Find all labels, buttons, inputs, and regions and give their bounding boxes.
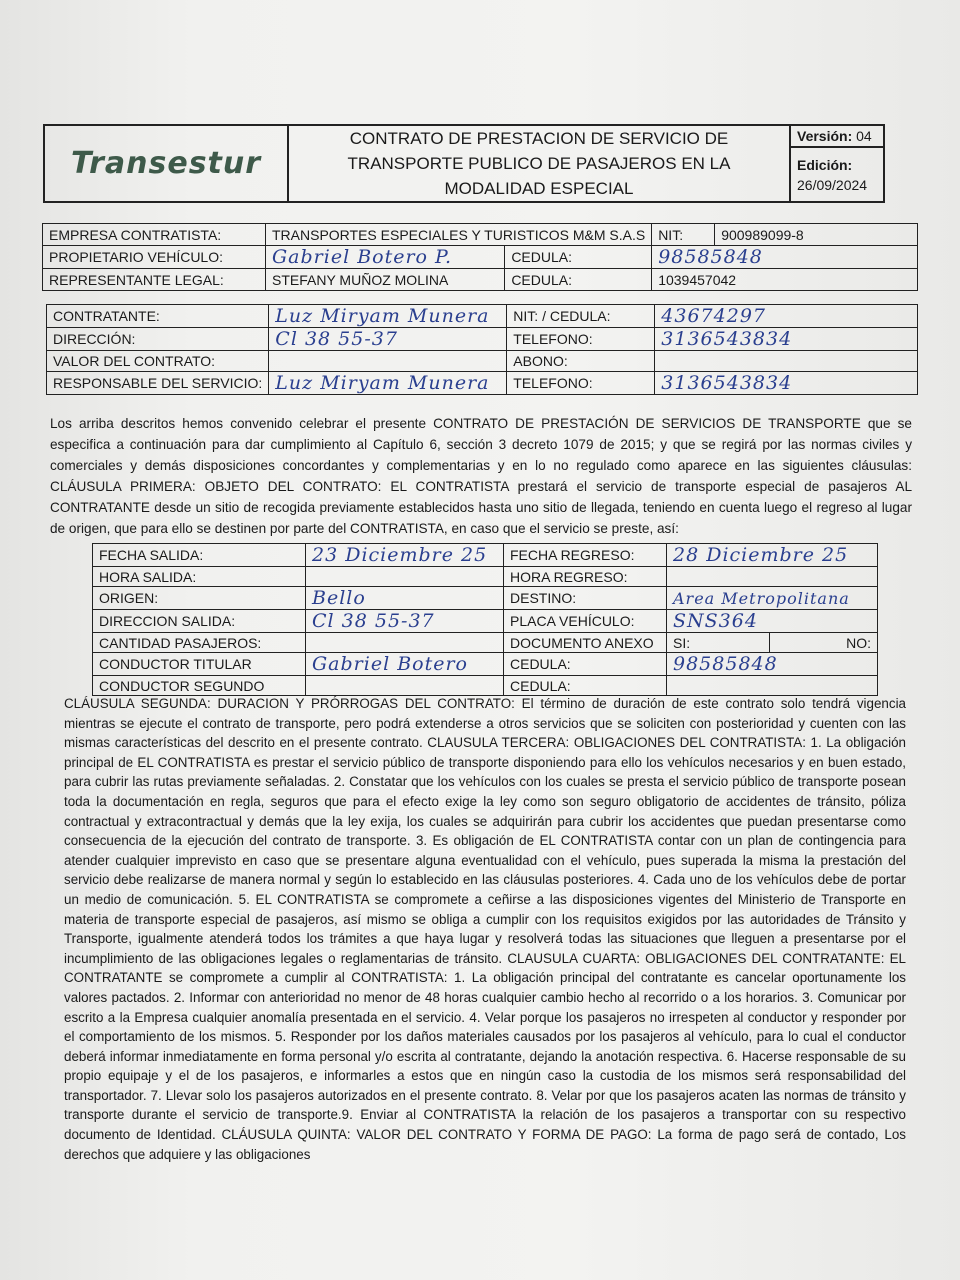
cantidad-pasajeros-label: CANTIDAD PASAJEROS: — [93, 633, 306, 653]
conductor-segundo-value — [306, 676, 504, 696]
responsable-value: Luz Miryam Munera — [269, 372, 507, 395]
client-table — [46, 304, 918, 395]
hora-regreso-label: HORA REGRESO: — [504, 567, 667, 587]
document-title: CONTRATO DE PRESTACION DE SERVICIO DE TRANSPORTE PUBLICO DE PASAJEROS EN LA MODALIDAD ESPECIAL — [288, 125, 790, 202]
hora-salida-label: HORA SALIDA: — [93, 567, 306, 587]
conductor-titular-value: Gabriel Botero — [306, 653, 504, 676]
destino-value: Area Metropolitana — [667, 587, 878, 610]
origen-label: ORIGEN: — [93, 587, 306, 610]
cedula-segundo-value — [667, 676, 878, 696]
version-value: 04 — [856, 128, 872, 144]
nit-cedula-value: 43674297 — [655, 305, 918, 328]
edition-label: Edición: — [797, 156, 853, 173]
cedula-titular-label: CEDULA: — [504, 653, 667, 676]
responsable-label: RESPONSABLE DEL SERVICIO: — [47, 372, 269, 395]
si-label: SI: — [667, 633, 770, 653]
telefono-value: 3136543834 — [655, 328, 918, 351]
conductor-titular-label: CONDUCTOR TITULAR — [93, 653, 306, 676]
empresa-label: EMPRESA CONTRATISTA: — [43, 224, 266, 246]
version-label: Versión: — [797, 128, 853, 144]
telefono-label: TELEFONO: — [507, 328, 655, 351]
destino-label: DESTINO: — [504, 587, 667, 610]
cedula-titular-value: 98585848 — [667, 653, 878, 676]
origen-value: Bello — [306, 587, 504, 610]
propietario-signature: Gabriel Botero P. — [266, 246, 505, 269]
fecha-regreso-label: FECHA REGRESO: — [504, 544, 667, 567]
hora-regreso-value — [667, 567, 878, 587]
cedula-segundo-label: CEDULA: — [504, 676, 667, 696]
cedula-representante-label: CEDULA: — [505, 269, 652, 291]
contratante-value: Luz Miryam Munera — [269, 305, 507, 328]
hora-salida-value — [306, 567, 504, 587]
conductor-segundo-label: CONDUCTOR SEGUNDO — [93, 676, 306, 696]
fecha-salida-label: FECHA SALIDA: — [93, 544, 306, 567]
fecha-regreso-value: 28 Diciembre 25 — [667, 544, 878, 567]
cedula-propietario-label: CEDULA: — [505, 246, 652, 269]
direccion-salida-value: Cl 38 55-37 — [306, 610, 504, 633]
nit-value: 900989099-8 — [715, 224, 918, 246]
representante-value: STEFANY MUÑOZ MOLINA — [266, 269, 505, 291]
cedula-propietario-value: 98585848 — [652, 246, 918, 269]
valor-contrato-value — [269, 351, 507, 372]
documento-anexo-label: DOCUMENTO ANEXO — [504, 633, 667, 653]
version-cell — [790, 125, 884, 147]
company-table — [42, 223, 918, 291]
abono-value — [655, 351, 918, 372]
placa-label: PLACA VEHÍCULO: — [504, 610, 667, 633]
intro-paragraph: Los arriba descritos hemos convenido celebrar el presente CONTRATO DE PRESTACIÓN DE SERVICIOS DE TRANSPORTE que se especifica a continuación para dar cumplimiento al Capítulo 6, sección 3 decreto 1079 de 2015; y que se regirá por las normas civiles y comerciales y demás disposiciones concordantes y complementarias y en lo no regulado como aparece en las siguientes cláusulas: CLÁUSULA PRIMERA: OBJETO DEL CONTRATO: EL CONTRATISTA prestará el servicio de transporte especial de pasajeros AL CONTRATANTE desde un sitio de recogida previamente establecidos hasta uno sitio de llegada, teniendo en cuenta luego el regreso al lugar de origen, que para ello se destinen por parte del CONTRATISTA, en caso que el servicio se preste, así: — [50, 416, 912, 536]
company-logo: Transestur — [44, 125, 288, 202]
trip-table — [92, 543, 878, 696]
placa-value: SNS364 — [667, 610, 878, 633]
document-header — [43, 124, 885, 203]
cedula-representante-value: 1039457042 — [652, 269, 918, 291]
edition-cell — [790, 147, 884, 202]
representante-label: REPRESENTANTE LEGAL: — [43, 269, 266, 291]
edition-value: 26/09/2024 — [797, 176, 868, 193]
nit-cedula-label: NIT: / CEDULA: — [507, 305, 655, 328]
cantidad-pasajeros-value — [306, 633, 504, 653]
telefono-responsable-label: TELEFONO: — [507, 372, 655, 395]
direccion-value: Cl 38 55-37 — [269, 328, 507, 351]
propietario-label: PROPIETARIO VEHÍCULO: — [43, 246, 266, 269]
clauses-paragraph: CLÁUSULA SEGUNDA: DURACION Y PRÓRROGAS DEL CONTRATO: El término de duración de este contrato solo tendrá vigencia mientras se ejecute el contrato de transporte, pero podrá extenderse a otros servicios que se soliciten con posterioridad y cuenten con las mismas características del descrito en el presente contrato. CLAUSULA TERCERA: OBLIGACIONES DEL CONTRATISTA: 1. La obligación principal de EL CONTRATISTA es prestar el servicio público de transporte disponiendo para ello los vehículos necesarios y en buen estado, para cubrir las rutas previamente señaladas. 2. Constatar que los vehículos con los cuales se presta el servicio público de transporte posean toda la documentación en regla, seguros que para el efecto exige la ley como son seguro obligatorio de accidentes de tránsito, póliza contractual y extracontractual y demás que la ley exija, los cuales se adquirirán para cubrir los accidentes que puedan presentarse como consecuencia de la ejecución del contrato de transporte. 3. Es obligación de EL CONTRATISTA contar con un plan de contingencia para atender cualquier imprevisto en caso que se presentare alguna eventualidad con el vehículo, pues superada la misma la prestación del servicio debe realizarse de manera normal y según lo establecido en las cláusulas posteriores. 4. Cada uno de los vehículos debe de portar un medio de comunicación. 5. EL CONTRATISTA se compromete a ceñirse a las disposiciones vigentes del Ministerio de Transporte en materia de transporte especial de pasajeros, así mismo se obliga a cumplir con los requisitos exigidos por las autoridades de Tránsito y Transporte, igualmente atenderá todos los trámites a que haya lugar y resolverá todas las situaciones que lleguen a presentarse por el incumplimiento de las obligaciones legales o reglamentarias de tránsito. CLAUSULA CUARTA: OBLIGACIONES DEL CONTRATANTE: EL CONTRATANTE se compromete a cumplir al CONTRATISTA: 1. La obligación principal del contratante es cancelar oportunamente los valores pactados. 2. Informar con anterioridad no menor de 48 horas cualquier cambio hecho al recorrido o a los horarios. 3. Comunicar por escrito a la Empresa cualquier anomalía presentada en el servicio. 4. Velar porque los pasajeros no irrespeten al conductor y responder por el comportamiento de los mismos. 5. Responder por los daños materiales causados por los pasajeros al vehículo, para lo cual el conductor deberá informar inmediatamente en forma personal y/o escrita al contratante, dejando la anotación respectiva. 6. Hacerse responsable de su propio equipaje y el de los pasajeros, e informarles a estos que en ningún caso la custodia de los mismos será responsabilidad del transportador. 7. Llevar solo los pasajeros autorizados en el presente contrato. 8. Velar por que los pasajeros acaten las normas de tránsito y transporte durante el servicio de transporte.9. Enviar al CONTRATISTA la relación de los pasajeros a transportar con su respectivo documento de Identidad. CLÁUSULA QUINTA: VALOR DEL CONTRATO Y FORMA DE PAGO: La forma de pago será de contado, Los derechos que adquiere y las obligaciones — [64, 696, 906, 1162]
telefono-responsable-value: 3136543834 — [655, 372, 918, 395]
direccion-salida-label: DIRECCION SALIDA: — [93, 610, 306, 633]
direccion-label: DIRECCIÓN: — [47, 328, 269, 351]
fecha-salida-value: 23 Diciembre 25 — [306, 544, 504, 567]
empresa-value: TRANSPORTES ESPECIALES Y TURISTICOS M&M S.A.S — [266, 224, 652, 246]
contratante-label: CONTRATANTE: — [47, 305, 269, 328]
valor-contrato-label: VALOR DEL CONTRATO: — [47, 351, 269, 372]
no-label: NO: — [770, 633, 878, 653]
nit-label: NIT: — [652, 224, 715, 246]
abono-label: ABONO: — [507, 351, 655, 372]
